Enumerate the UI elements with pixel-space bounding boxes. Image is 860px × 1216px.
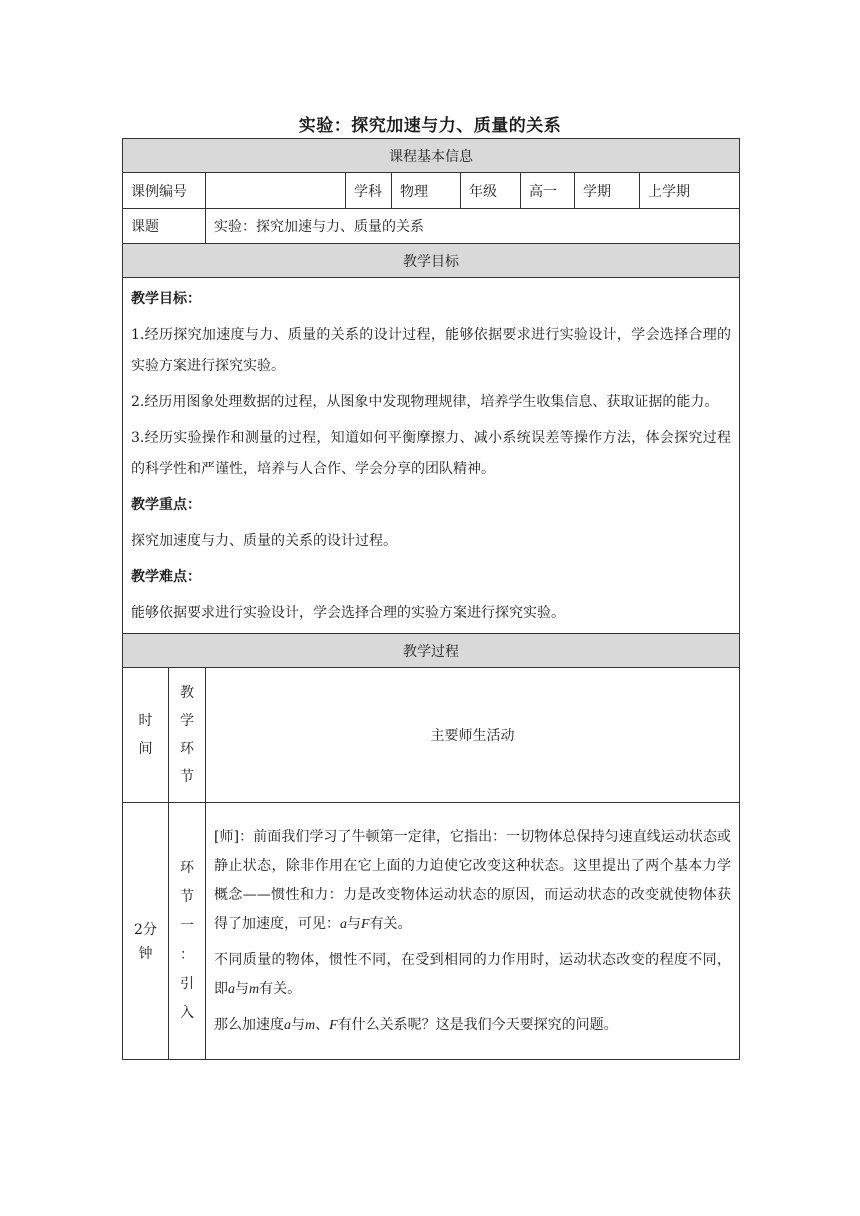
goal-item-2: 2.经历用图象处理数据的过程，从图象中发现物理规律，培养学生收集信息、获取证据的能力。 xyxy=(131,394,719,410)
activity-paragraph-2: 不同质量的物体，惯性不同，在受到相同的力作用时，运动状态改变的程度不同，即a与m有关。 xyxy=(214,952,732,997)
row-time: 2分钟 xyxy=(123,803,169,1060)
goal-item-3: 3.经历实验操作和测量的过程，知道如何平衡摩擦力、减小系统误差等操作方法，体会探究过程的科学性和严谨性，培养与人合作、学会分享的团队精神。 xyxy=(131,430,732,477)
key-point-heading: 教学重点： xyxy=(131,497,201,513)
topic-value: 实验：探究加速与力、质量的关系 xyxy=(206,209,740,244)
goal-heading: 教学目标： xyxy=(131,291,201,307)
document-title: 实验：探究加速与力、质量的关系 xyxy=(298,116,562,136)
row-activity xyxy=(206,803,740,1060)
section-basic-info: 课程基本信息 xyxy=(123,139,740,173)
difficulty-text: 能够依据要求进行实验设计，学会选择合理的实验方案进行探究实验。 xyxy=(131,605,565,621)
subject-value: 物理 xyxy=(392,173,461,209)
activity-paragraph-1: [师]：前面我们学习了牛顿第一定律，它指出：一切物体总保持匀速直线运动状态或静止状态，除非作用在它上面的力迫使它改变这种状态。这里提出了两个基本力学概念——惯性和力：力是改变物体运动状态的原因，而运动状态的改变就使物体获得了加速度，可见：a与F有关。 xyxy=(214,829,732,932)
topic-label: 课题 xyxy=(123,209,206,244)
goal-item-1: 1.经历探究加速度与力、质量的关系的设计过程，能够依据要求进行实验设计，学会选择合理的实验方案进行探究实验。 xyxy=(131,327,732,374)
col-header-activity: 主要师生活动 xyxy=(206,668,740,803)
row-stage: 环 节 一 ： 引 入 xyxy=(169,803,206,1060)
case-no-value xyxy=(206,173,346,209)
col-header-time: 时 间 xyxy=(123,668,169,803)
grade-label: 年级 xyxy=(461,173,521,209)
section-process: 教学过程 xyxy=(123,634,740,668)
key-point-text: 探究加速度与力、质量的关系的设计过程。 xyxy=(131,533,397,549)
case-no-label: 课例编号 xyxy=(123,173,206,209)
lesson-plan-table xyxy=(122,138,740,1060)
term-label: 学期 xyxy=(575,173,640,209)
subject-label: 学科 xyxy=(346,173,392,209)
objectives-cell xyxy=(123,278,740,634)
difficulty-heading: 教学难点： xyxy=(131,569,201,585)
section-objectives: 教学目标 xyxy=(123,244,740,278)
col-header-stage: 教 学 环 节 xyxy=(169,668,206,803)
term-value: 上学期 xyxy=(640,173,740,209)
activity-paragraph-3: 那么加速度a与m、F有什么关系呢？这是我们今天要探究的问题。 xyxy=(214,1017,618,1033)
grade-value: 高一 xyxy=(521,173,575,209)
